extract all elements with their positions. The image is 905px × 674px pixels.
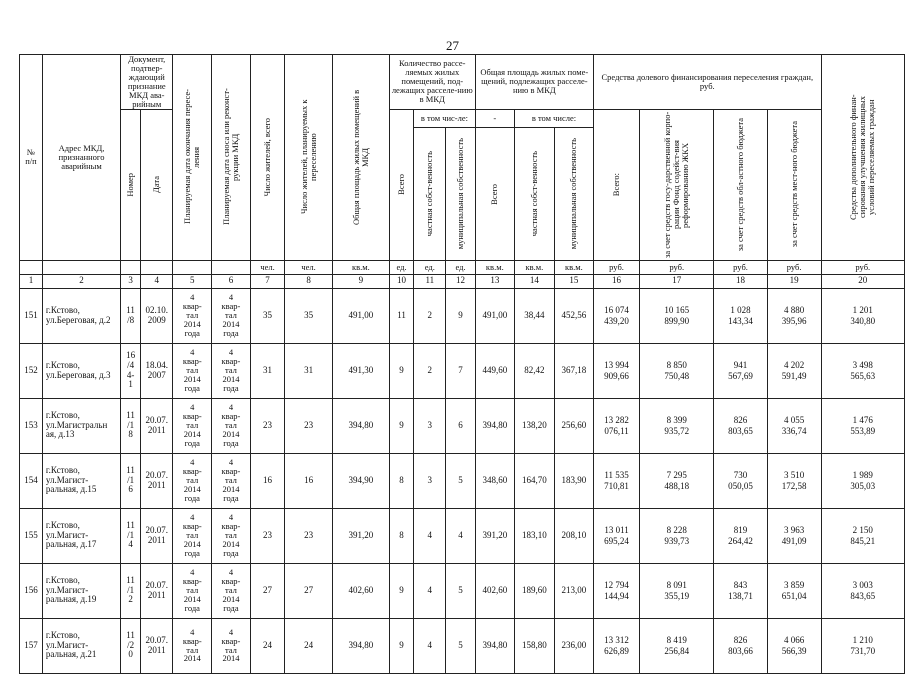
- header-doc-number-text: Номер: [125, 172, 136, 197]
- resettlement-table: [19, 54, 905, 674]
- header-fund-local-text: за счет средств мест-ного бюджета: [788, 121, 799, 248]
- cell-doc-number: 11 /1 6: [121, 453, 141, 508]
- cell-count-private: 3: [414, 398, 446, 453]
- index-cell: 17: [640, 274, 714, 288]
- cell-funds-total: 13 312 626,89: [594, 618, 640, 673]
- cell-total-area: 394,90: [332, 453, 389, 508]
- cell-doc-number: 11 /8: [121, 288, 141, 343]
- cell-funds-total: 16 074 439,20: [594, 288, 640, 343]
- cell-funds-total: 12 794 144,94: [594, 563, 640, 618]
- cell-area-total: 394,80: [475, 398, 514, 453]
- header-area-total-text: Всего: [489, 183, 500, 205]
- header-doc-number: [121, 109, 141, 260]
- index-cell: 20: [821, 274, 904, 288]
- cell-area-private: 158,80: [514, 618, 554, 673]
- cell-planned-demolition: 4 квар- тал 2014 года: [212, 288, 251, 343]
- cell-doc-date: 20.07. 2011: [141, 618, 173, 673]
- cell-count-municipal: 7: [446, 343, 475, 398]
- index-cell: 10: [389, 274, 413, 288]
- cell-count-private: 3: [414, 453, 446, 508]
- cell-funds-total: 13 282 076,11: [594, 398, 640, 453]
- cell-doc-date: 20.07. 2011: [141, 453, 173, 508]
- header-num: № п/п: [20, 55, 43, 261]
- unit-cell: кв.м.: [332, 260, 389, 274]
- cell-planned-demolition: 4 квар- тал 2014 года: [212, 343, 251, 398]
- unit-cell: [42, 260, 120, 274]
- header-address: Адрес МКД, признанного аварийным: [42, 55, 120, 261]
- cell-residents-total: 31: [250, 343, 284, 398]
- cell-count-total: 9: [389, 563, 413, 618]
- header-planned-end: [173, 55, 212, 261]
- unit-cell: [20, 260, 43, 274]
- cell-count-municipal: 5: [446, 453, 475, 508]
- cell-count-private: 2: [414, 343, 446, 398]
- cell-fund-state: 8 399 935,72: [640, 398, 714, 453]
- cell-planned-end: 4 квар- тал 2014 года: [173, 453, 212, 508]
- cell-total-area: 391,20: [332, 508, 389, 563]
- cell-doc-date: 20.07. 2011: [141, 398, 173, 453]
- table-row: [20, 618, 905, 673]
- header-extra-text: Средства дополнительного финан-сирования улучшения жилищных условий переселяемых граждан: [848, 94, 877, 221]
- unit-cell: ед.: [414, 260, 446, 274]
- header-residents-total: [250, 55, 284, 261]
- unit-cell: руб.: [594, 260, 640, 274]
- cell-fund-local: 4 202 591,49: [767, 343, 821, 398]
- cell-fund-local: 3 963 491,09: [767, 508, 821, 563]
- header-incl-1: в том чис-ле:: [414, 109, 475, 128]
- unit-cell: [212, 260, 251, 274]
- table-row: [20, 398, 905, 453]
- header-residents-total-text: Число жителей, всего: [262, 118, 273, 197]
- cell-funds-total: 13 011 695,24: [594, 508, 640, 563]
- cell-area-municipal: 213,00: [554, 563, 593, 618]
- cell-count-total: 9: [389, 618, 413, 673]
- cell-residents-planned: 23: [285, 508, 333, 563]
- unit-cell: чел.: [285, 260, 333, 274]
- unit-cell: кв.м.: [475, 260, 514, 274]
- header-area-group: Общая площадь жилых поме-щений, подлежащих расселе-нию в МКД: [475, 55, 593, 110]
- header-doc-date-text: Дата: [151, 176, 162, 193]
- header-fund-region: [714, 109, 767, 260]
- cell-residents-total: 27: [250, 563, 284, 618]
- cell-count-municipal: 5: [446, 618, 475, 673]
- cell-residents-planned: 27: [285, 563, 333, 618]
- cell-funds-total: 11 535 710,81: [594, 453, 640, 508]
- index-cell: 12: [446, 274, 475, 288]
- cell-extra: 1 989 305,03: [821, 453, 904, 508]
- header-dash: -: [475, 109, 514, 128]
- cell-planned-demolition: 4 квар- тал 2014 года: [212, 398, 251, 453]
- cell-area-private: 164,70: [514, 453, 554, 508]
- header-private-2-text: частная собст-венность: [528, 151, 539, 237]
- cell-extra: 1 476 553,89: [821, 398, 904, 453]
- index-cell: 15: [554, 274, 593, 288]
- cell-count-private: 4: [414, 563, 446, 618]
- index-cell: 14: [514, 274, 554, 288]
- cell-fund-state: 8 419 256,84: [640, 618, 714, 673]
- table-row: [20, 343, 905, 398]
- index-cell: 13: [475, 274, 514, 288]
- header-planned-end-text: Планируемая дата окончания пересе-ления: [182, 89, 202, 225]
- header-document: Документ, подтвер-ждающий признание МКД ава-рийным: [121, 55, 173, 110]
- cell-doc-number: 11 /1 2: [121, 563, 141, 618]
- cell-residents-total: 16: [250, 453, 284, 508]
- cell-planned-end: 4 квар- тал 2014 года: [173, 343, 212, 398]
- cell-area-private: 189,60: [514, 563, 554, 618]
- cell-residents-total: 35: [250, 288, 284, 343]
- cell-area-municipal: 236,00: [554, 618, 593, 673]
- cell-count-total: 11: [389, 288, 413, 343]
- cell-area-total: 491,00: [475, 288, 514, 343]
- cell-area-private: 82,42: [514, 343, 554, 398]
- header-total-area-text: Общая площадь жилых помещений в МКД: [350, 89, 370, 225]
- header-count-group: Количество рассе-ляемых жилых помещений, под-лежащих расселе-нию в МКД: [389, 55, 475, 110]
- page-number: 27: [446, 38, 459, 53]
- cell-doc-number: 11 /1 8: [121, 398, 141, 453]
- header-private-1-text: частная собст-венность: [424, 151, 435, 237]
- unit-cell: кв.м.: [514, 260, 554, 274]
- header-extra: [821, 55, 904, 261]
- cell-area-total: 394,80: [475, 618, 514, 673]
- unit-cell: кв.м.: [554, 260, 593, 274]
- cell-total-area: 491,30: [332, 343, 389, 398]
- cell-residents-total: 24: [250, 618, 284, 673]
- cell-count-municipal: 5: [446, 563, 475, 618]
- cell-residents-total: 23: [250, 398, 284, 453]
- header-count-total-text: Всего: [396, 174, 407, 195]
- unit-cell: [121, 260, 141, 274]
- unit-cell: [173, 260, 212, 274]
- cell-fund-region: 1 028 143,34: [714, 288, 767, 343]
- index-cell: 18: [714, 274, 767, 288]
- cell-fund-state: 8 228 939,73: [640, 508, 714, 563]
- cell-fund-state: 8 091 355,19: [640, 563, 714, 618]
- index-cell: 7: [250, 274, 284, 288]
- header-incl-2: в том числе:: [514, 109, 593, 128]
- header-private-1: [414, 128, 446, 260]
- index-cell: 3: [121, 274, 141, 288]
- cell-fund-local: 4 066 566,39: [767, 618, 821, 673]
- cell-count-total: 8: [389, 508, 413, 563]
- cell-area-municipal: 208,10: [554, 508, 593, 563]
- header-planned-demolition: [212, 55, 251, 261]
- cell-total-area: 402,60: [332, 563, 389, 618]
- cell-total-area: 491,00: [332, 288, 389, 343]
- cell-count-municipal: 4: [446, 508, 475, 563]
- cell-extra: 1 210 731,70: [821, 618, 904, 673]
- index-cell: 19: [767, 274, 821, 288]
- header-municipal-2: [554, 128, 593, 260]
- cell-residents-planned: 16: [285, 453, 333, 508]
- cell-fund-region: 941 567,69: [714, 343, 767, 398]
- header-municipal-2-text: муниципальная собственность: [568, 138, 579, 250]
- cell-extra: 2 150 845,21: [821, 508, 904, 563]
- cell-area-municipal: 367,18: [554, 343, 593, 398]
- column-index-row: [20, 274, 905, 288]
- header-planned-demolition-text: Планируемая дата сноса или реконст-рукции МКД: [221, 88, 240, 226]
- cell-doc-date: 20.07. 2011: [141, 508, 173, 563]
- index-cell: 4: [141, 274, 173, 288]
- cell-total-area: 394,80: [332, 398, 389, 453]
- cell-planned-demolition: 4 квар- тал 2014 года: [212, 508, 251, 563]
- unit-cell: [141, 260, 173, 274]
- cell-extra: 3 003 843,65: [821, 563, 904, 618]
- cell-planned-end: 4 квар- тал 2014 года: [173, 288, 212, 343]
- cell-doc-date: 20.07. 2011: [141, 563, 173, 618]
- cell-count-private: 2: [414, 288, 446, 343]
- cell-address: г.Кстово, ул.Магистральн ая, д.13: [42, 398, 120, 453]
- header-funds-total: [594, 109, 640, 260]
- cell-address: г.Кстово, ул.Магист-ральная, д.21: [42, 618, 120, 673]
- header-fund-state: [640, 109, 714, 260]
- unit-cell: руб.: [714, 260, 767, 274]
- cell-area-total: 391,20: [475, 508, 514, 563]
- cell-fund-local: 3 510 172,58: [767, 453, 821, 508]
- header-funds-total-text: Всего:: [611, 172, 622, 197]
- cell-fund-region: 843 138,71: [714, 563, 767, 618]
- cell-extra: 1 201 340,80: [821, 288, 904, 343]
- header-area-total: [475, 128, 514, 260]
- cell-address: г.Кстово, ул.Береговая, д.3: [42, 343, 120, 398]
- header-doc-date: [141, 109, 173, 260]
- cell-count-total: 9: [389, 398, 413, 453]
- cell-planned-demolition: 4 квар- тал 2014 года: [212, 453, 251, 508]
- cell-count-private: 4: [414, 508, 446, 563]
- cell-doc-number: 16 /4 4- 1: [121, 343, 141, 398]
- cell-fund-local: 3 859 651,04: [767, 563, 821, 618]
- cell-area-total: 348,60: [475, 453, 514, 508]
- cell-fund-region: 730 050,05: [714, 453, 767, 508]
- cell-address: г.Кстово, ул.Магист-ральная, д.15: [42, 453, 120, 508]
- cell-count-municipal: 6: [446, 398, 475, 453]
- cell-num: 152: [20, 343, 43, 398]
- cell-num: 157: [20, 618, 43, 673]
- cell-planned-end: 4 квар- тал 2014: [173, 618, 212, 673]
- header-fund-state-text: за счет средств госу-дарственной корпо-рации Фонд содейст-вия реформированию ЖКХ: [662, 111, 691, 258]
- cell-count-total: 8: [389, 453, 413, 508]
- unit-cell: руб.: [640, 260, 714, 274]
- cell-area-municipal: 452,56: [554, 288, 593, 343]
- header-private-2: [514, 128, 554, 260]
- table-row: [20, 508, 905, 563]
- cell-num: 151: [20, 288, 43, 343]
- index-cell: 1: [20, 274, 43, 288]
- cell-address: г.Кстово, ул.Магист-ральная, д.17: [42, 508, 120, 563]
- cell-area-private: 38,44: [514, 288, 554, 343]
- cell-residents-planned: 35: [285, 288, 333, 343]
- cell-fund-local: 4 055 336,74: [767, 398, 821, 453]
- index-cell: 11: [414, 274, 446, 288]
- cell-num: 155: [20, 508, 43, 563]
- cell-count-total: 9: [389, 343, 413, 398]
- cell-area-private: 183,10: [514, 508, 554, 563]
- cell-fund-state: 10 165 899,90: [640, 288, 714, 343]
- cell-residents-planned: 24: [285, 618, 333, 673]
- header-residents-planned: [285, 55, 333, 261]
- cell-residents-planned: 31: [285, 343, 333, 398]
- table-row: [20, 288, 905, 343]
- header-municipal-1: [446, 128, 475, 260]
- unit-cell: руб.: [821, 260, 904, 274]
- cell-address: г.Кстово, ул.Береговая, д.2: [42, 288, 120, 343]
- cell-total-area: 394,80: [332, 618, 389, 673]
- index-cell: 16: [594, 274, 640, 288]
- table-row: [20, 453, 905, 508]
- cell-planned-end: 4 квар- тал 2014 года: [173, 563, 212, 618]
- cell-num: 153: [20, 398, 43, 453]
- cell-area-municipal: 256,60: [554, 398, 593, 453]
- cell-count-private: 4: [414, 618, 446, 673]
- cell-area-total: 449,60: [475, 343, 514, 398]
- index-cell: 8: [285, 274, 333, 288]
- unit-cell: ед.: [446, 260, 475, 274]
- cell-residents-planned: 23: [285, 398, 333, 453]
- header-fund-region-text: за счет средств обл-астного бюджета: [735, 117, 746, 252]
- header-count-total: [389, 109, 413, 260]
- index-cell: 2: [42, 274, 120, 288]
- cell-doc-number: 11 /1 4: [121, 508, 141, 563]
- cell-planned-demolition: 4 квар- тал 2014: [212, 618, 251, 673]
- cell-planned-end: 4 квар- тал 2014 года: [173, 398, 212, 453]
- header-total-area: [332, 55, 389, 261]
- header-residents-planned-text: Число жителей, планируемых к переселению: [298, 100, 318, 215]
- cell-doc-date: 02.10. 2009: [141, 288, 173, 343]
- index-cell: 5: [173, 274, 212, 288]
- unit-cell: ед.: [389, 260, 413, 274]
- cell-fund-region: 826 803,65: [714, 398, 767, 453]
- cell-num: 154: [20, 453, 43, 508]
- unit-cell: чел.: [250, 260, 284, 274]
- table-row: [20, 563, 905, 618]
- cell-area-municipal: 183,90: [554, 453, 593, 508]
- cell-count-municipal: 9: [446, 288, 475, 343]
- cell-fund-region: 826 803,66: [714, 618, 767, 673]
- cell-extra: 3 498 565,63: [821, 343, 904, 398]
- cell-area-private: 138,20: [514, 398, 554, 453]
- cell-area-total: 402,60: [475, 563, 514, 618]
- units-row: [20, 260, 905, 274]
- cell-fund-region: 819 264,42: [714, 508, 767, 563]
- header-funds-group: Средства долевого финансирования переселения граждан, руб.: [594, 55, 822, 110]
- cell-num: 156: [20, 563, 43, 618]
- index-cell: 6: [212, 274, 251, 288]
- cell-fund-state: 7 295 488,18: [640, 453, 714, 508]
- cell-fund-local: 4 880 395,96: [767, 288, 821, 343]
- cell-doc-number: 11 /2 0: [121, 618, 141, 673]
- index-cell: 9: [332, 274, 389, 288]
- header-municipal-1-text: муниципальная собственность: [455, 138, 466, 250]
- cell-fund-state: 8 850 750,48: [640, 343, 714, 398]
- cell-residents-total: 23: [250, 508, 284, 563]
- cell-planned-end: 4 квар- тал 2014 года: [173, 508, 212, 563]
- header-fund-local: [767, 109, 821, 260]
- cell-doc-date: 18.04. 2007: [141, 343, 173, 398]
- cell-planned-demolition: 4 квар- тал 2014 года: [212, 563, 251, 618]
- cell-funds-total: 13 994 909,66: [594, 343, 640, 398]
- cell-address: г.Кстово, ул.Магист-ральная, д.19: [42, 563, 120, 618]
- unit-cell: руб.: [767, 260, 821, 274]
- data-rows: [20, 288, 905, 673]
